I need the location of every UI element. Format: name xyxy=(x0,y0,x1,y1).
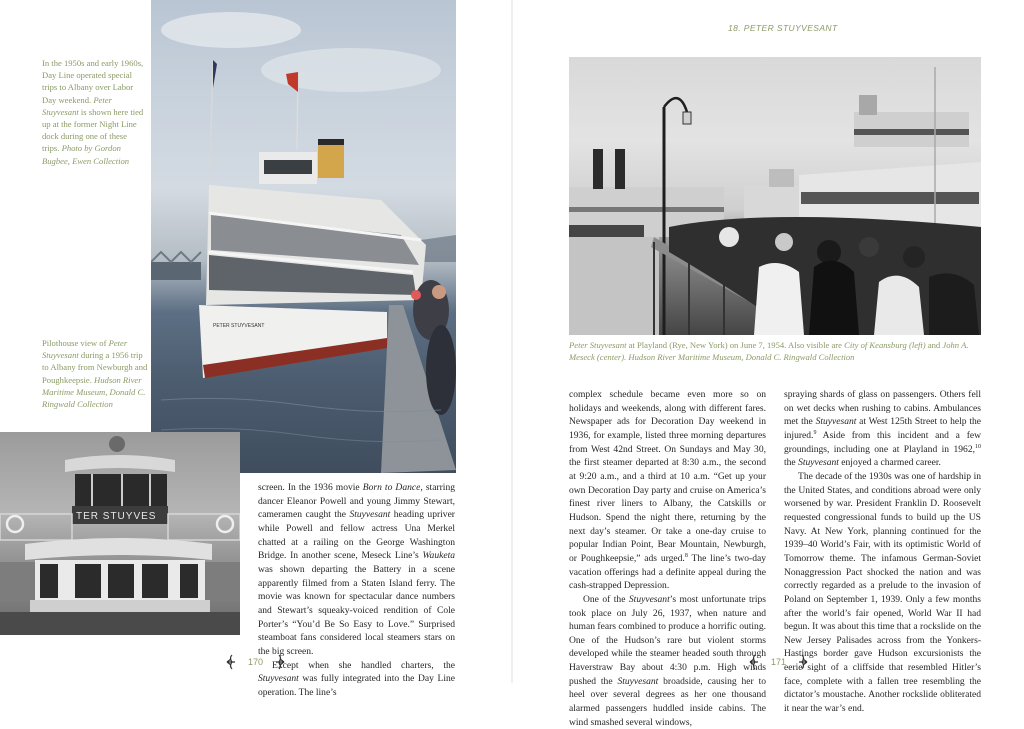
ornament-icon xyxy=(798,654,808,670)
hull-lettering: PETER STUYVESANT xyxy=(213,323,265,329)
paragraph xyxy=(784,388,981,470)
pilothouse-illustration xyxy=(0,432,240,635)
pier-illustration xyxy=(569,57,981,335)
paragraph: The decade of the 1930s was one of hardship in the United States, and conditions abroad were only worsened by war. President Franklin D. Roosevelt requested congressional funds to build up the US Navy. At New York, planning continued for the 1939–40 World’s Fair, with its optimistic World of Tomorrow theme. The infamous German-Soviet Nonaggression Pact shocked the nation and was correctly regarded as a prelude to the invasion of Poland on September 1, 1939. Only a few months after the world’s fair opened, World War II had begun. It was about this time that a rockslide on the New Jersey Palisades across from the Yonkers-Hastings border gave Hudson excursionists the eerie sight of a cliffside that resembled Hitler’s face, complete with a fallen tree resembling the dictator’s moustache. Another rockslide obliterated it near the war’s end. xyxy=(784,470,981,715)
caption-playland xyxy=(569,339,989,363)
caption-text: at Playland (Rye, New York) on June 7, 1954. Also visible are xyxy=(626,340,845,350)
ornament-icon xyxy=(749,654,759,670)
text-run: Aside from this incident and a few groundings, including one at Playland in 1962, xyxy=(784,429,981,455)
text-run: complex schedule became even more so on holidays and weekends, along with different fares. Newspaper ads for Decoration Day weekend in 1936, for example, listed three morning departures from West 42nd Street. On Sundays and May 30, the first steamer departed at 8:30 a.m., the second at 9:20 a.m., and a third at 10 a.m. “Get up your own Decoration Day party and cruise on America’s finest river liners to Albany, the Catskills or Hudson. Spend the night there, returning by the next day’s steamer. Or take a one-day cruise to popular Indian Point, Bear Mountain, Newburgh, or Poughkeepsie,” ads urged. xyxy=(569,389,766,564)
folio-left xyxy=(226,654,285,670)
caption-text: Pilothouse view of xyxy=(42,338,109,348)
caption-credit: John A. Meseck (center). Hudson River Maritime Museum, Donald C. Ringwald Collection xyxy=(569,340,969,363)
caption-italic: Peter Stuyvesant xyxy=(42,94,112,117)
photo-peter-stuyvesant-docked xyxy=(151,0,456,473)
caption-italic: Peter Stuyvesant xyxy=(569,340,627,350)
steamboat-illustration xyxy=(151,0,456,473)
folio-right xyxy=(749,654,808,670)
body-column-3 xyxy=(784,388,981,716)
photo-pilothouse-view xyxy=(0,432,240,635)
text-run: ’s most unfortunate trips took place on July 26, 1937, when nature and human fears combined to produce a horrific outing. One of the Hudson’s rare but violent storms developed while the steamer headed south through Haverstraw Bay about 4:30 p.m. High winds pushed the xyxy=(569,593,766,687)
vessel-name: Stuyvesant xyxy=(258,673,299,685)
vessel-name: Stuyvesant xyxy=(798,457,839,469)
caption-italic: Peter Stuyvesant xyxy=(42,338,128,361)
paragraph xyxy=(258,481,455,659)
text-run: at West 125th Street to help the injured. xyxy=(784,416,981,441)
vessel-name: Wauketa xyxy=(422,550,455,562)
vessel-name: Stuyvesant xyxy=(349,509,391,521)
vessel-name: Stuyvesant xyxy=(617,675,659,687)
text-run: was shown departing the Battery in a scene apparently filmed from a Staten Island ferry. The movie was known for spectacular dance numbers and Stewart’s squeaky-voiced rendition of Cole Porter’s “You’d Be So Easy to Love.” Surprised steamboat fans considered local steamers stars on the big screen. xyxy=(258,563,455,657)
text-run: spraying shards of glass on passengers. Others fell on wet decks when rushing to cabins. Ambulances met the xyxy=(784,389,981,428)
text-run: One of the xyxy=(583,593,629,605)
caption-pilothouse xyxy=(42,337,150,410)
text-run: screen. In the 1936 movie xyxy=(258,482,363,493)
ornament-icon xyxy=(275,654,285,670)
gutter xyxy=(511,0,513,683)
caption-text: during a 1956 trip to Albany from Newburgh and Poughkeepsie. xyxy=(42,350,148,385)
caption-italic: City of Keansburg (left) xyxy=(844,340,926,350)
caption-text: is shown here tied up at the former Night Line dock during one of these trips. xyxy=(42,106,144,154)
caption-credit: Photo by Gordon Bugbee, Ewen Collection xyxy=(42,143,130,166)
text-run: heading upriver while Powell and fellow actress Una Merkel chatted at a railing on the George Washington Bridge. In another scene, Meseck Line’s xyxy=(258,509,455,562)
text-run: was fully integrated into the Day Line operation. The line’s xyxy=(258,673,455,698)
footnote-ref: 9 xyxy=(813,429,817,436)
pilothouse-sign-lettering: TER STUYVES xyxy=(76,511,157,522)
text-run: , starring dancer Eleanor Powell and young Jimmy Stewart, cameramen caught the xyxy=(258,482,455,521)
caption-text: In the 1950s and early 1960s, Day Line operated special trips to Albany over Labor Day weekend. xyxy=(42,58,144,105)
body-column-1 xyxy=(258,481,455,700)
footnote-ref: 10 xyxy=(975,443,981,450)
text-run: broadside, causing her to heel over several degrees as her one thousand alarmed passengers huddled inside cabins. The wind smashed several windows, xyxy=(569,675,766,728)
page-number: 170 xyxy=(248,657,264,667)
text-run: enjoyed a charmed career. xyxy=(838,457,941,469)
footnote-ref: 8 xyxy=(684,552,688,559)
caption-credit: Hudson River Maritime Museum, Donald C. Ringwald Collection xyxy=(42,374,146,410)
photo-playland-pier xyxy=(569,57,981,335)
vessel-name: Stuyvesant xyxy=(815,416,857,428)
vessel-name: Stuyvesant xyxy=(628,593,670,605)
body-column-2 xyxy=(569,388,766,729)
caption-albany-trips xyxy=(42,57,146,167)
text-run: The line’s two-day vacation offerings had a definite appeal during the cash-strapped Depression. xyxy=(569,552,766,592)
caption-text: and xyxy=(925,340,943,350)
page-number: 171 xyxy=(771,657,787,667)
paragraph xyxy=(569,388,766,593)
text-run: the xyxy=(784,457,799,469)
paragraph xyxy=(569,593,766,729)
paragraph xyxy=(258,659,455,700)
film-title: Born to Dance xyxy=(362,482,421,493)
ornament-icon xyxy=(226,654,236,670)
text-run: Except when she handled charters, the xyxy=(272,659,455,671)
running-head: 18. PETER STUYVESANT xyxy=(728,23,838,33)
